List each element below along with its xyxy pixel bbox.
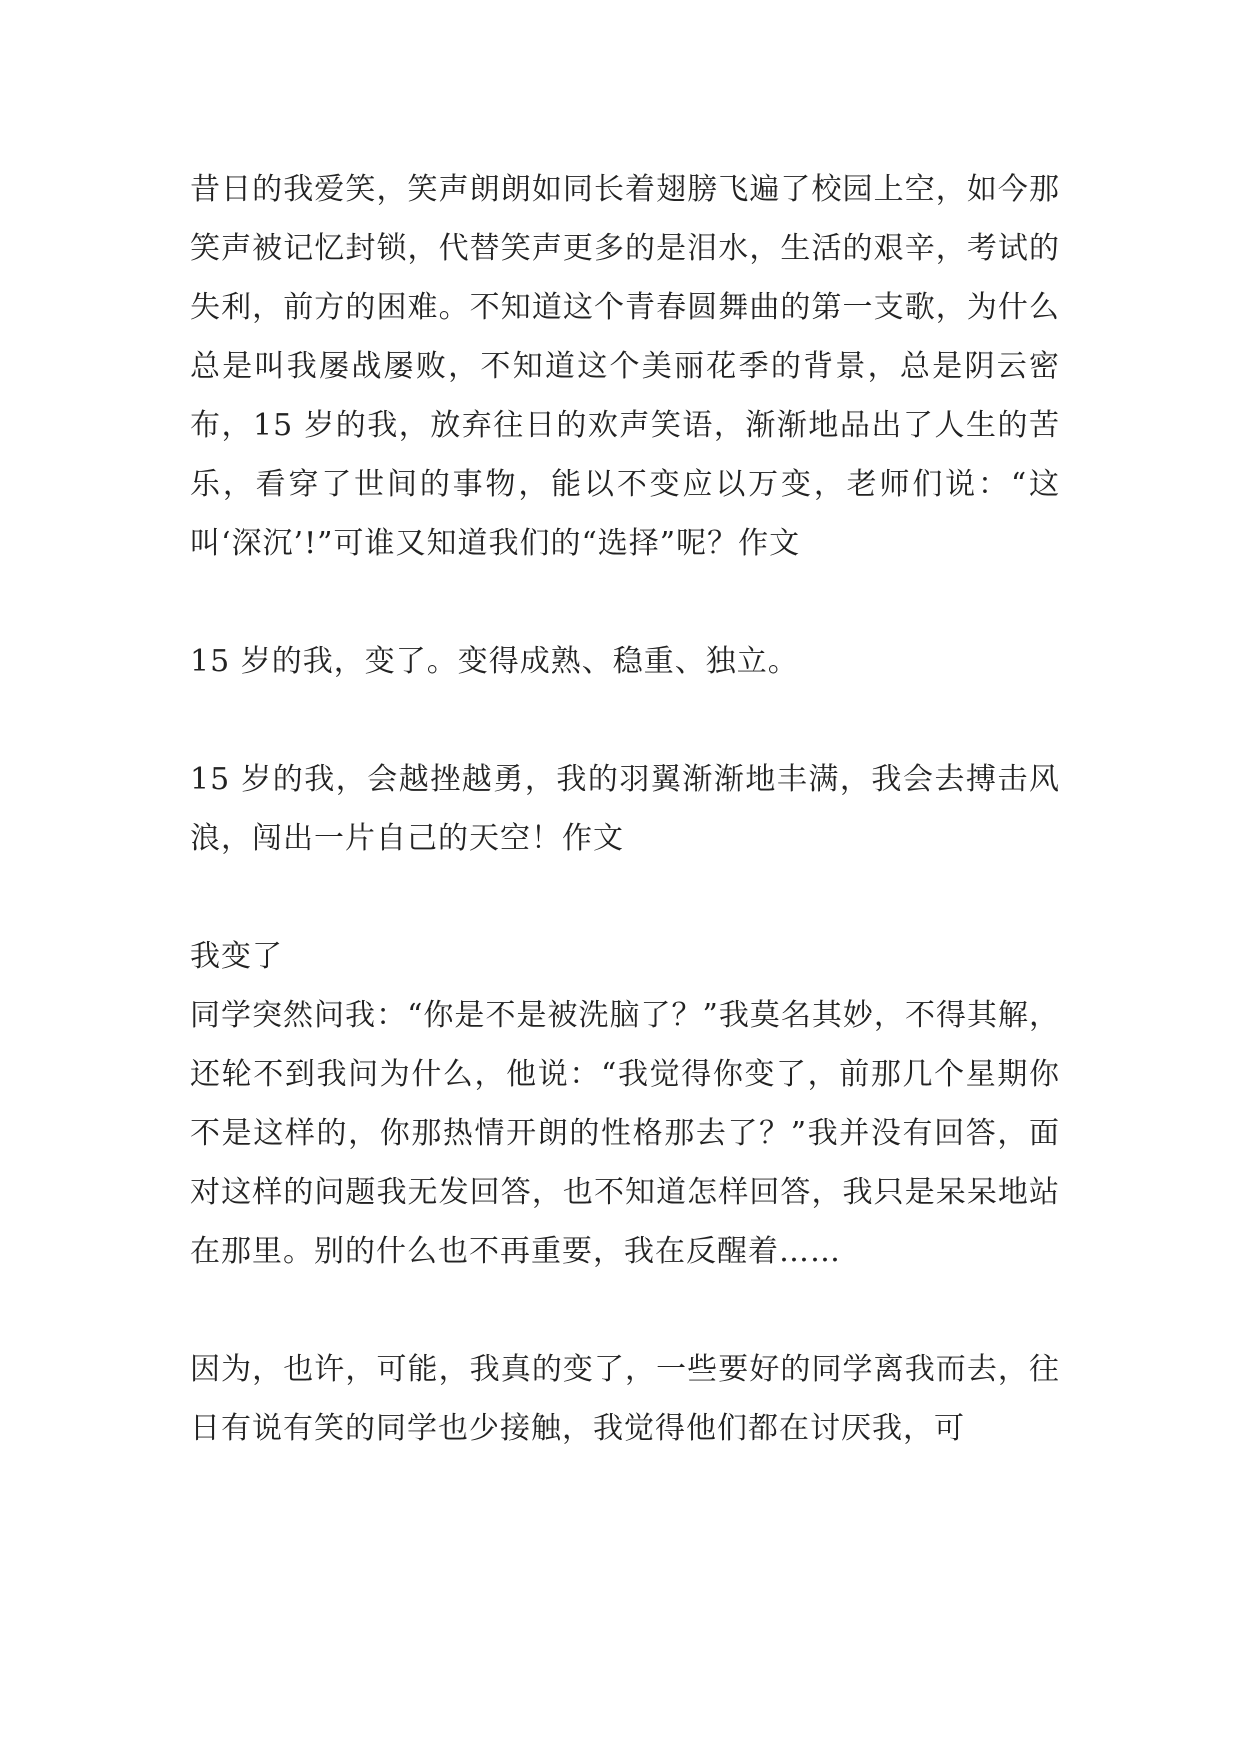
document-page bbox=[190, 160, 1060, 1458]
paragraph-past-laughter: 昔日的我爱笑，笑声朗朗如同长着翅膀飞遍了校园上空，如今那笑声被记忆封锁，代替笑声更多的是泪水，生活的艰辛，考试的失利，前方的困难。不知道这个青春圆舞曲的第一支歌，为什么总是叫我屡战屡败，不知道这个美丽花季的背景，总是阴云密布，15 岁的我，放弃往日的欢声笑语，渐渐地品出了人生的苦乐，看穿了世间的事物，能以不变应以万变，老师们说：“这叫‘深沉’!”可谁又知道我们的“选择”呢？作文 bbox=[190, 172, 1060, 561]
paragraph-spacer bbox=[190, 573, 1060, 632]
paragraph-because: 因为，也许，可能，我真的变了，一些要好的同学离我而去，往日有说有笑的同学也少接触，我觉得他们都在讨厌我，可 bbox=[190, 1352, 1060, 1446]
paragraph-changed: 15 岁的我，变了。变得成熟、稳重、独立。 bbox=[190, 644, 799, 679]
paragraph-spacer bbox=[190, 691, 1060, 750]
paragraph-classmate-question: 同学突然问我：“你是不是被洗脑了？”我莫名其妙，不得其解，还轮不到我问为什么，他说：“我觉得你变了，前那几个星期你不是这样的，你那热情开朗的性格那去了？”我并没有回答，面对这样的问题我无发回答，也不知道怎样回答，我只是呆呆地站在那里。别的什么也不再重要，我在反醒着…… bbox=[190, 998, 1060, 1269]
paragraph-spacer bbox=[190, 1281, 1060, 1340]
paragraph-braver: 15 岁的我，会越挫越勇，我的羽翼渐渐地丰满，我会去搏击风浪，闯出一片自己的天空！作文 bbox=[190, 762, 1060, 856]
essay-title: 我变了 bbox=[190, 939, 283, 974]
paragraph-spacer bbox=[190, 868, 1060, 927]
